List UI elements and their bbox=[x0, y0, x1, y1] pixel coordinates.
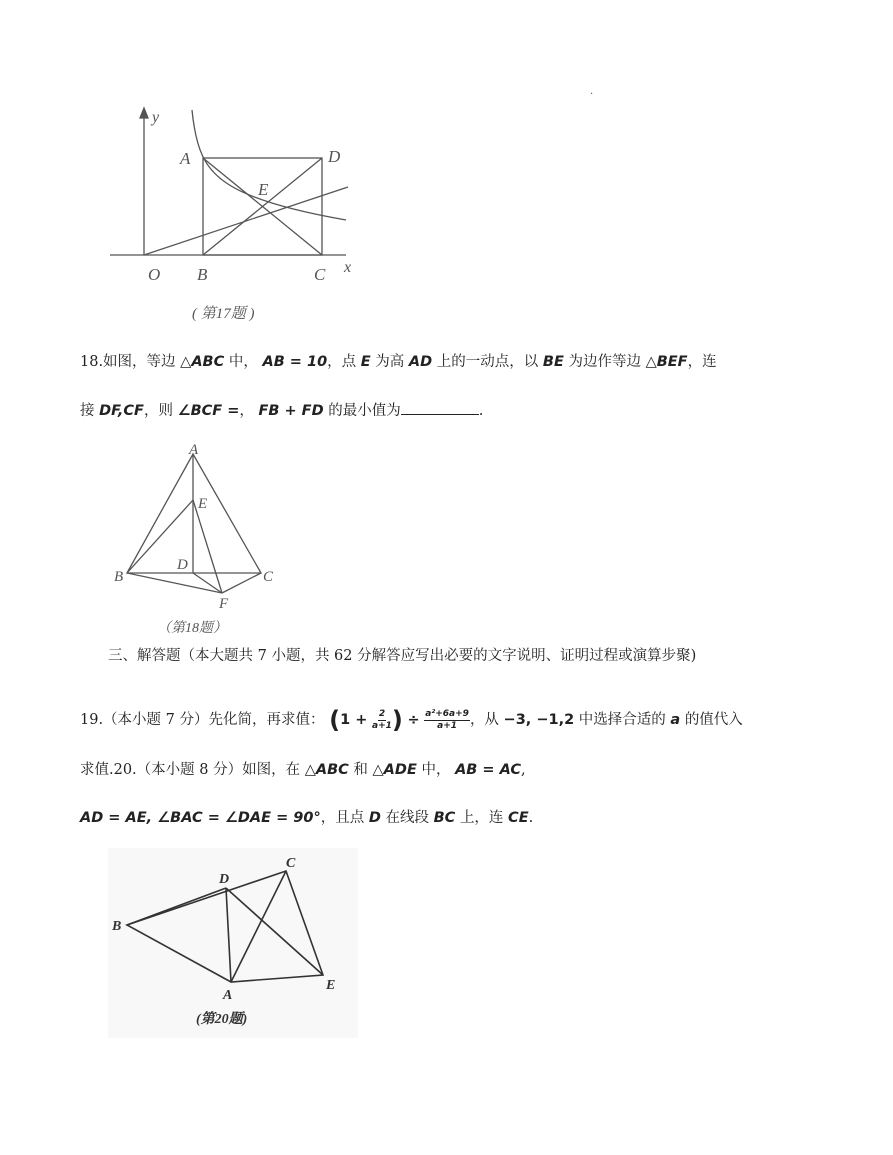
text-run: ， bbox=[239, 403, 254, 419]
text-run: BE bbox=[542, 354, 564, 370]
text-run: 和 bbox=[353, 762, 368, 778]
answer-blank bbox=[401, 400, 479, 415]
text-run: 为边作等边 bbox=[568, 354, 641, 370]
question-18-line-2 bbox=[80, 400, 820, 421]
text-run: ，且点 bbox=[320, 810, 365, 826]
figure-20 bbox=[108, 848, 358, 1038]
figure-17 bbox=[100, 100, 370, 330]
label-c: C bbox=[286, 856, 296, 871]
text-run: ，点 bbox=[327, 354, 357, 370]
text-run: 求值.20.（本小题 8 分）如图，在 bbox=[80, 762, 301, 778]
text-run: a+1 bbox=[437, 720, 458, 731]
text-run: △ADE bbox=[372, 762, 417, 778]
text-run: CE bbox=[508, 810, 529, 826]
text-run: , bbox=[521, 762, 526, 778]
label-d: D bbox=[177, 557, 188, 573]
label-b: B bbox=[197, 265, 208, 284]
text-run: 的值代入 bbox=[684, 712, 743, 728]
text-run: ) bbox=[391, 706, 403, 734]
label-b: B bbox=[112, 919, 122, 934]
y-axis-arrow bbox=[140, 108, 148, 118]
text-run: 为高 bbox=[375, 354, 405, 370]
text-run: 中， bbox=[228, 354, 258, 370]
fraction-quadratic bbox=[424, 709, 470, 732]
label-b: B bbox=[114, 569, 124, 585]
text-run: △BEF bbox=[645, 354, 688, 370]
text-run: ，从 bbox=[469, 712, 499, 728]
text-run: E bbox=[360, 354, 371, 370]
text-run: AD = AE, ∠BAC = ∠DAE = 90° bbox=[80, 810, 321, 826]
text-run: AB = 10 bbox=[262, 354, 328, 370]
text-run: 19.（本小题 7 分）先化简，再求值： bbox=[80, 712, 325, 728]
label-d: D bbox=[328, 147, 341, 166]
text-run: −3, −1,2 bbox=[503, 712, 575, 728]
text-run: 上，连 bbox=[459, 810, 504, 826]
text-run: a bbox=[670, 712, 681, 728]
text-run: DF,CF bbox=[99, 403, 144, 419]
text-run: △ABC bbox=[304, 762, 349, 778]
segment-ef bbox=[193, 500, 222, 593]
hyperbola-curve bbox=[192, 110, 346, 220]
text-run: 中， bbox=[421, 762, 451, 778]
triangle-abc bbox=[127, 454, 261, 573]
segment-cf bbox=[222, 573, 261, 593]
text-run: BC bbox=[433, 810, 456, 826]
label-a: A bbox=[180, 149, 191, 168]
label-y: y bbox=[152, 109, 160, 126]
question-18-line-1 bbox=[80, 352, 820, 372]
text-run: FB + FD bbox=[258, 403, 324, 419]
text-run: ∠BCF = bbox=[177, 403, 240, 419]
text-run: 1 + bbox=[340, 712, 368, 728]
label-a: A bbox=[223, 988, 233, 1003]
text-run: 2 bbox=[378, 708, 386, 719]
text-run: 接 bbox=[80, 403, 95, 419]
text-run: 在线段 bbox=[385, 810, 430, 826]
text-run: 上的一动点，以 bbox=[436, 354, 539, 370]
label-c: C bbox=[263, 569, 274, 585]
fraction-2-over-a-plus-1 bbox=[372, 709, 392, 732]
label-d: D bbox=[219, 872, 230, 887]
section-3-heading: 三、解答题（本大题共 7 小题，共 62 分解答应写出必要的文字说明、证明过程或演算步聚) bbox=[108, 648, 697, 664]
text-run: . bbox=[478, 403, 484, 419]
label-a: A bbox=[189, 442, 199, 458]
text-run: ，则 bbox=[143, 403, 173, 419]
question-20-line-2 bbox=[80, 808, 820, 828]
label-e: E bbox=[326, 978, 336, 993]
question-19-line-1 bbox=[80, 707, 820, 733]
text-run: ( bbox=[329, 706, 341, 734]
segment-bd-part bbox=[127, 888, 226, 925]
text-run: D bbox=[368, 810, 381, 826]
text-run: AD bbox=[408, 354, 433, 370]
figure-18 bbox=[105, 440, 295, 645]
text-run: 中选择合适的 bbox=[578, 712, 666, 728]
label-c: C bbox=[314, 265, 326, 284]
text-run: 的最小值为 bbox=[328, 403, 401, 419]
label-o: O bbox=[148, 265, 161, 284]
text-run: ，连 bbox=[687, 354, 717, 370]
text-run: ÷ bbox=[407, 712, 420, 728]
label-f: F bbox=[219, 596, 229, 612]
text-run: △ABC bbox=[180, 354, 225, 370]
question-19-line-2 bbox=[80, 760, 820, 780]
text-run: 18.如图，等边 bbox=[80, 354, 176, 370]
label-e: E bbox=[258, 180, 269, 199]
text-run: . bbox=[528, 810, 534, 826]
label-x: x bbox=[344, 259, 352, 276]
figure-18-caption: （第18题） bbox=[157, 621, 227, 636]
figure-17-caption: ( 第17题 ) bbox=[192, 306, 255, 322]
text-run: a+1 bbox=[372, 720, 392, 731]
line-oe bbox=[144, 187, 348, 255]
page-dot: . bbox=[590, 86, 594, 97]
label-e: E bbox=[198, 496, 208, 512]
figure-20-caption: (第20题) bbox=[196, 1012, 248, 1027]
segment-ad bbox=[226, 888, 231, 982]
text-run: AB = AC bbox=[455, 762, 522, 778]
text-run: a²+6a+9 bbox=[425, 708, 469, 719]
